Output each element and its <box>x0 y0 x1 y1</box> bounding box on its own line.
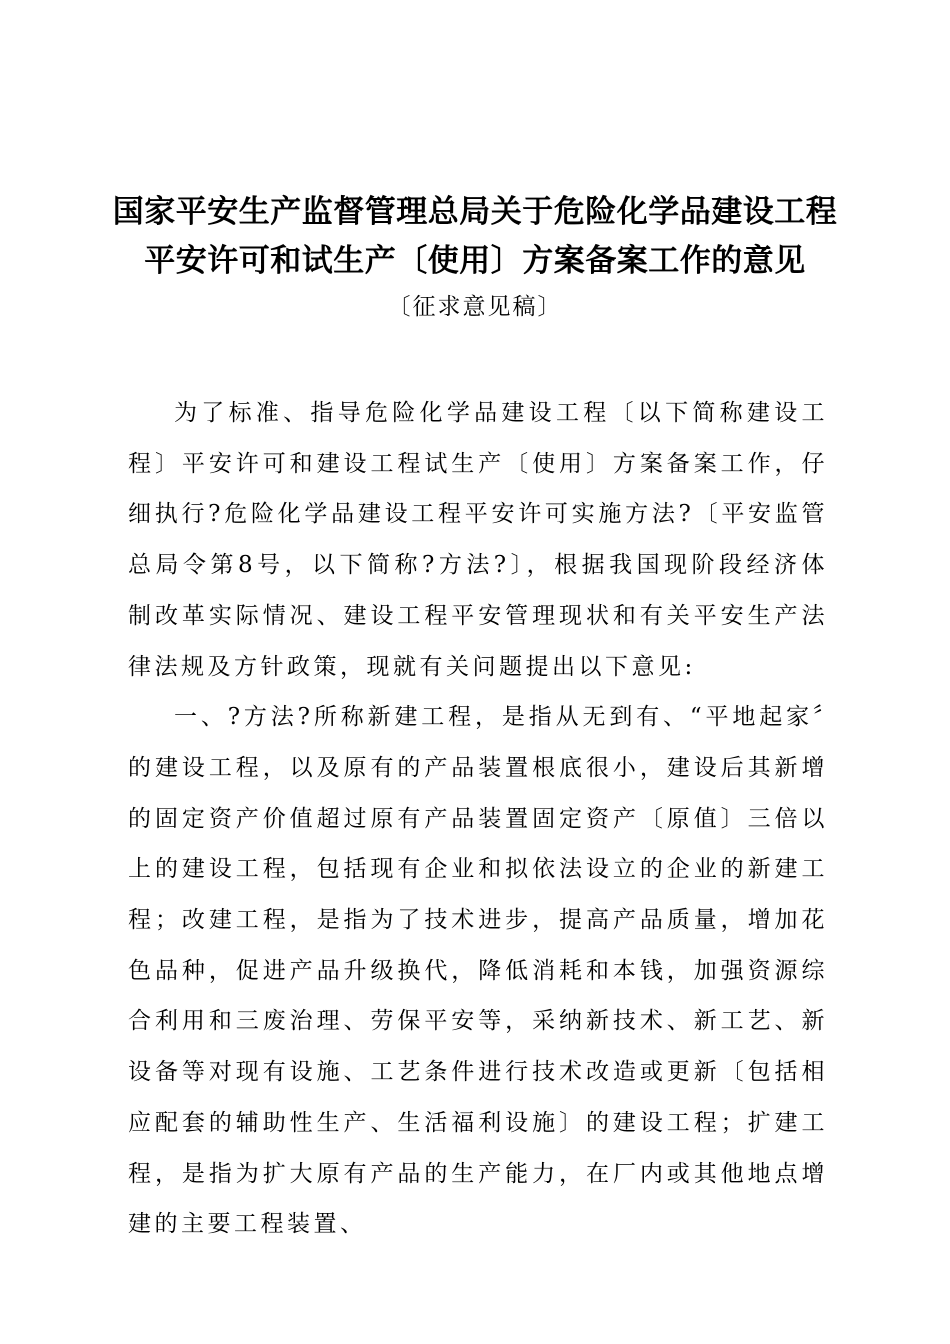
document-subtitle: 〔征求意见稿〕 <box>387 294 563 320</box>
document-title-line-1: 国家平安生产监督管理总局关于危险化学品建设工程 <box>112 194 838 230</box>
paragraph: 一、?方法?所称新建工程，是指从无到有、“平地起家〞的建设工程，以及原有的产品装置根底很小，建设后其新增的固定资产价值超过原有产品装置固定资产〔原值〕三倍以上的建设工程，包括现有企业和拟依法设立的企业的新建工程；改建工程，是指为了技术进步，提高产品质量，增加花色品种，促进产品升级换代，降低消耗和本钱，加强资源综合利用和三废治理、劳保平安等，采纳新技术、新工艺、新设备等对现有设施、工艺条件进行技术改造或更新〔包括相应配套的辅助性生产、生活福利设施〕的建设工程；扩建工程，是指为扩大原有产品的生产能力，在厂内或其他地点增建的主要工程装置、 <box>128 704 828 1238</box>
document-body <box>128 388 828 1250</box>
paragraph: 为了标准、指导危险化学品建设工程〔以下简称建设工程〕平安许可和建设工程试生产〔使用〕方案备案工作，仔细执行?危险化学品建设工程平安许可实施方法?〔平安监管总局令第8号，以下简称?方法?〕，根据我国现阶段经济体制改革实际情况、建设工程平安管理现状和有关平安生产法律法规及方针政策，现就有关问题提出以下意见: <box>128 400 828 680</box>
document-title-line-2: 平安许可和试生产〔使用〕方案备案工作的意见 <box>144 243 806 279</box>
